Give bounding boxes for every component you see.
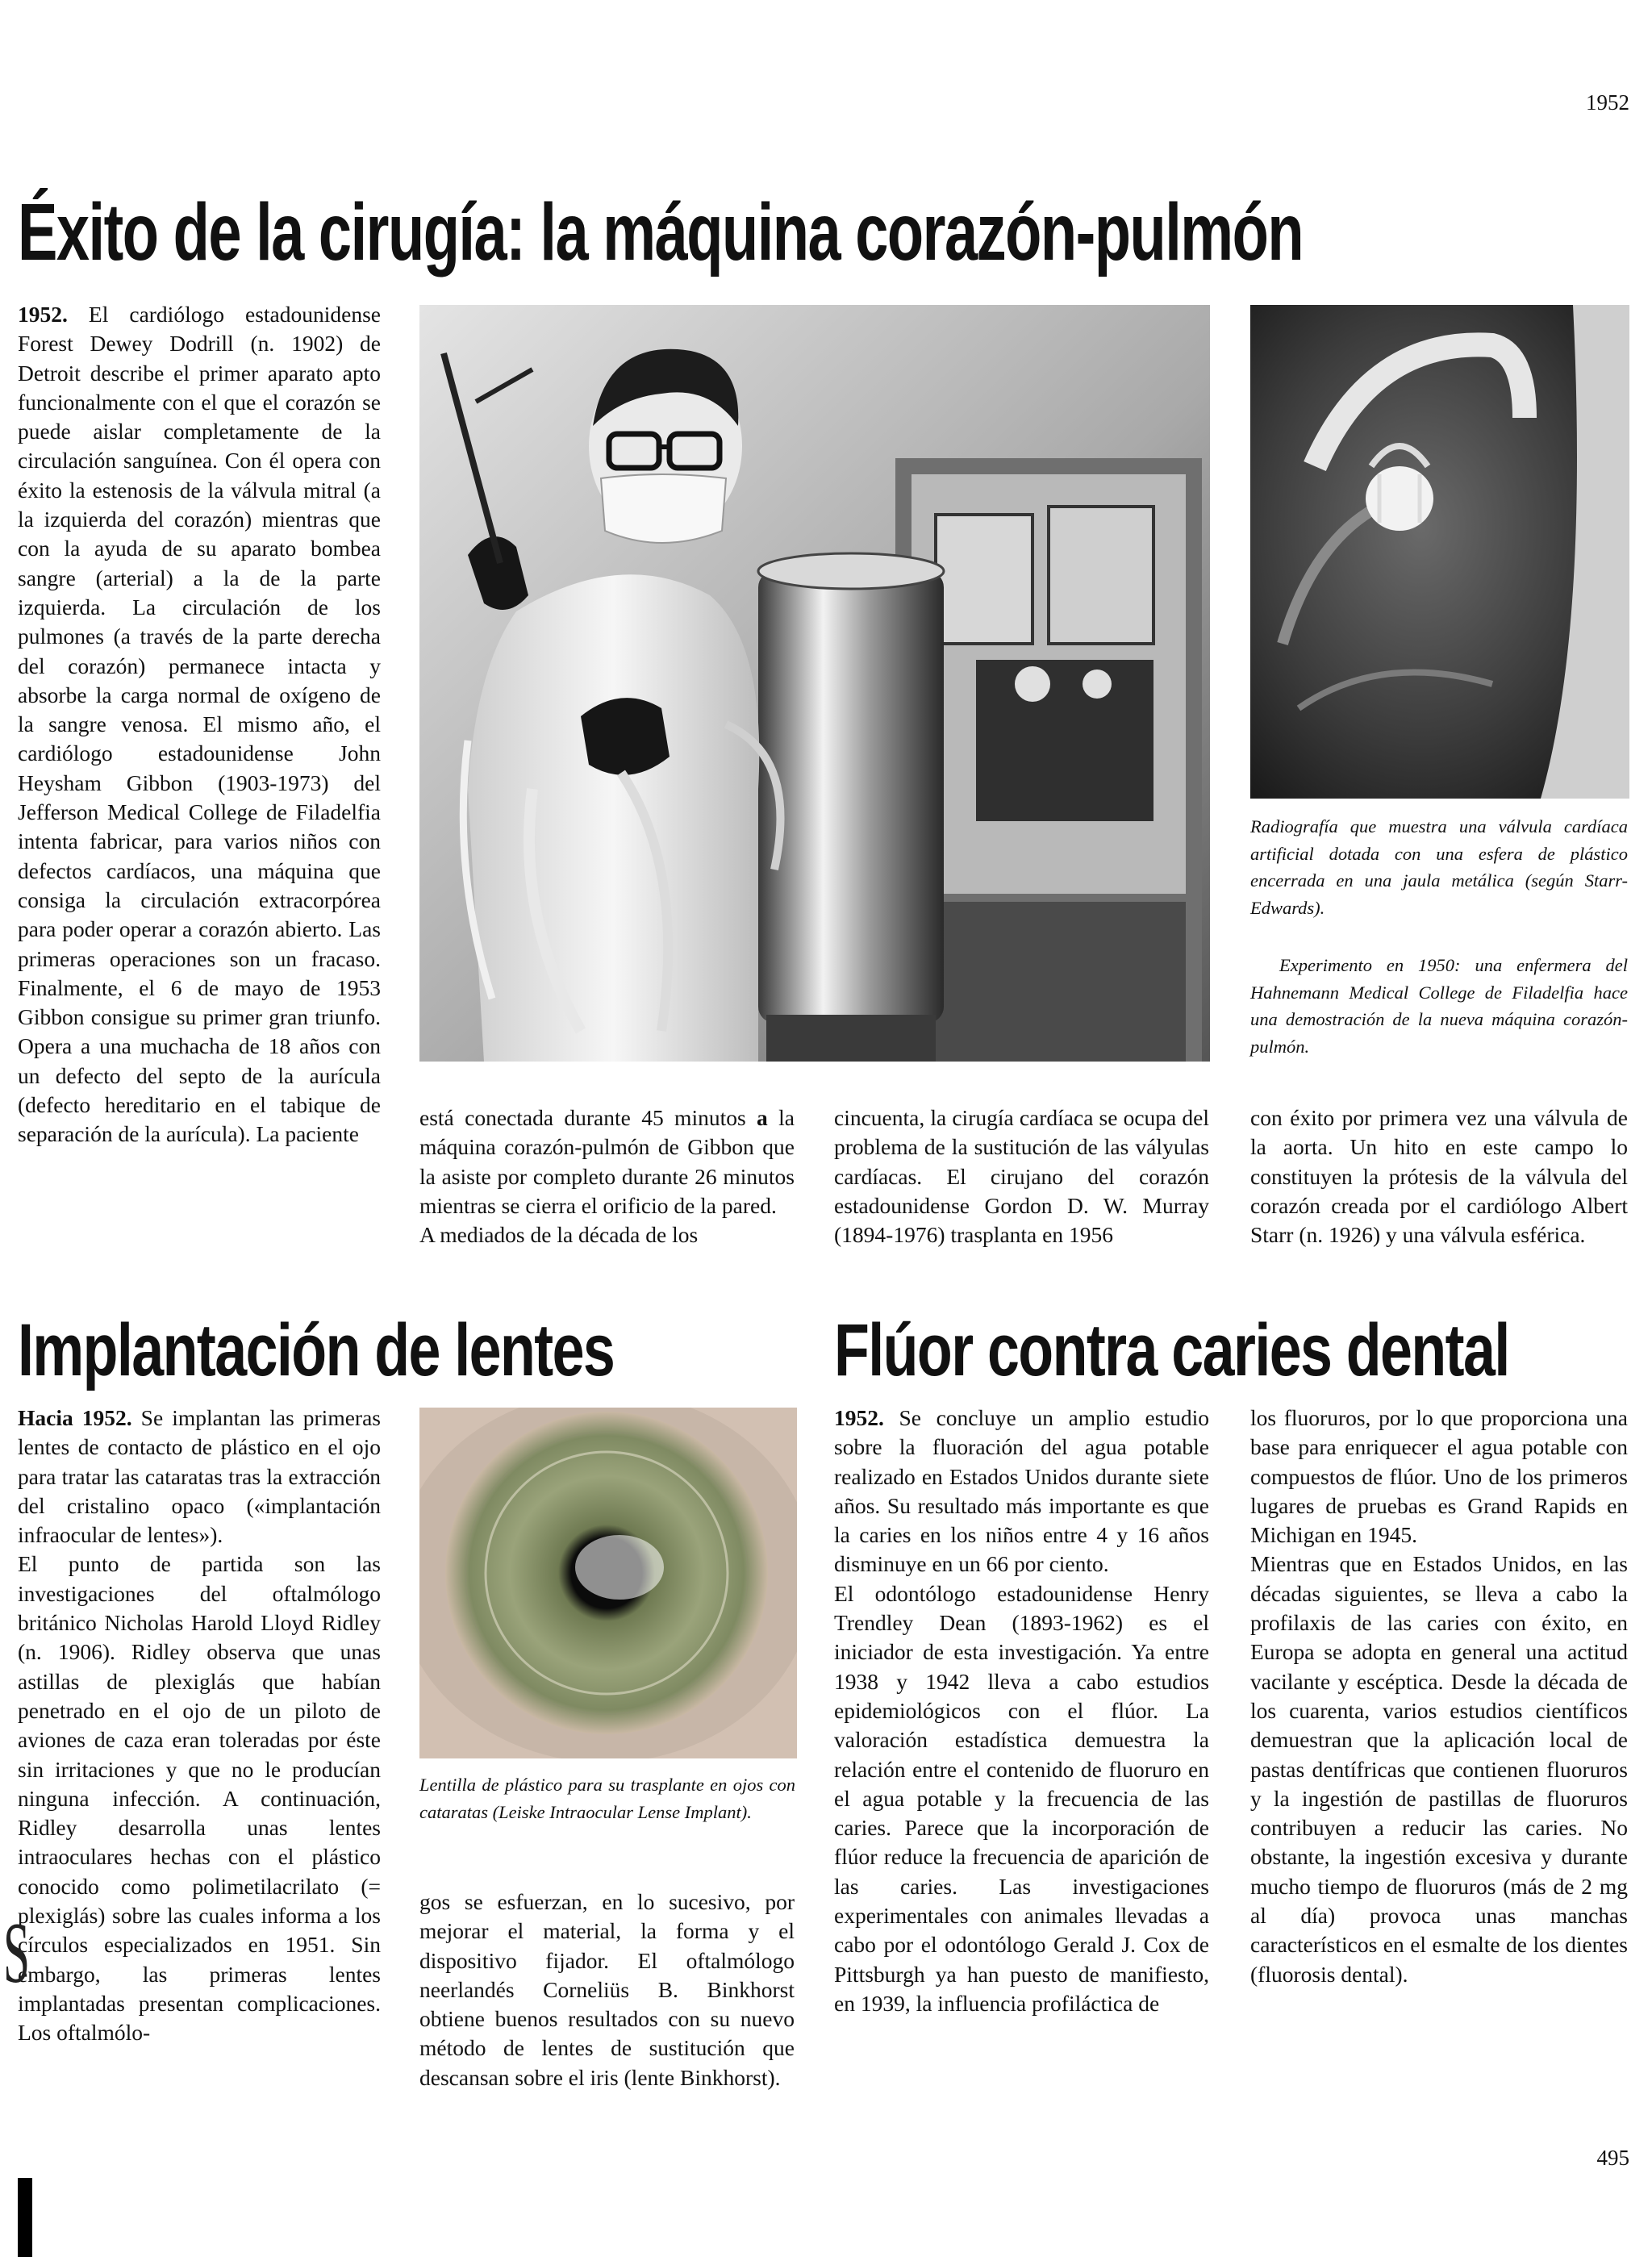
article-lens-col1 xyxy=(18,1404,381,2048)
article-heart-lung-col1 xyxy=(18,300,381,1149)
page-number: 495 xyxy=(1596,2146,1629,2170)
photo-eye-lens xyxy=(419,1408,797,1758)
article-title-fluoride: Flúor contra caries dental xyxy=(834,1309,1509,1391)
eye-lens-illustration xyxy=(419,1408,797,1758)
article-title-heart-lung: Éxito de la cirugía: la máquina corazón-pulmón xyxy=(18,187,1304,277)
photo-heart-lung-machine xyxy=(419,305,1210,1062)
body-text: Mientras que en Estados Unidos, en las décadas siguientes, se lleva a cabo la profilaxis de las caries con éxito, en Europa se adopta en general una actitud vacilante y escéptica. Desde la década de los cuarenta, varios estudios científicos demuestran que la aplicación local de pastas dentífricas que contienen fluoruros y la ingestión de pastillas de fluoruros contribuyen a reducir las caries. No obstante, la ingestión excesiva y durante mucho tiempo de fluoruros (más de 2 mg al día) provoca unas manchas característicos en el esmalte de los dientes (fluorosis dental). xyxy=(1250,1551,1628,1987)
caption-xray-valve: Radiografía que muestra una válvula cardíaca artificial dotada con una esfera de plástico encerrada en una jaula metálica (según Starr-Edwards). xyxy=(1250,816,1628,918)
page-year: 1952 xyxy=(1586,90,1629,115)
article-heart-lung-col4: con éxito por primera vez una válvula de la aorta. Un hito en este campo lo constituyen la prótesis de la válvula del corazón creada por el cardiólogo Albert Starr (n. 1926) y una válvula esférica. xyxy=(1250,1105,1628,1248)
article-heart-lung-col3: cincuenta, la cirugía cardíaca se ocupa del problema de la sustitución de las vályulas cardíacas. El cirujano del corazón estadounidense Gordon D. W. Murray (1894-1976) trasplanta en 1956 xyxy=(834,1105,1209,1248)
body-text: Se concluye un amplio estudio sobre la fluoración del agua potable realizado en Estados Unidos durante siete años. Su resultado más importante es que la caries en los niños entre 4 y 16 años disminuye en un 66 por ciento. xyxy=(834,1405,1209,1577)
xray-valve-illustration xyxy=(1250,305,1629,799)
body-text: la máquina corazón-pulmón de Gibbon que la asiste por completo durante 26 minutos mientras se cierra el orificio de la pared. xyxy=(419,1105,795,1218)
body-text: A mediados de la década de los xyxy=(419,1222,699,1248)
article-fluoride-col2 xyxy=(1250,1404,1628,1989)
body-text: El punto de partida son las investigaciones del oftalmólogo británico Nicholas Harold Lloyd Ridley (n. 1906). Ridley observa que unas astillas de plexiglás que habían penetrado en el ojo de un piloto de aviones de caza eran toleradas por éste sin irritaciones y que no le producían ninguna infección. A continuación, Ridley desarrolla unas lentes intraoculares hechas con el plástico conocido como polimetilacrilato (= plexiglás) sobre las cuales informa a los círculos especializados en 1951. Sin embargo, las primeras lentes implantadas presentan complicaciones. Los oftalmólo- xyxy=(18,1551,381,2046)
lead-year: 1952. xyxy=(18,302,68,327)
body-text: El cardiólogo estadounidense Forest Dewey Dodrill (n. 1902) de Detroit describe el primer aparato apto funcionalmente con el que el corazón se puede aislar completamente de la circulación sanguínea. Con él opera con éxito la estenosis de la válvula mitral (a la izquierda del corazón) mientras que con la ayuda de su aparato bombea sangre (arterial) a la de la parte izquierda. La circulación de los pulmones (a través de la parte derecha del corazón) permanece intacta y absorbe la carga normal de oxígeno de la sangre venosa. El mismo año, el cardiólogo estadounidense John Heysham Gibbon (1903-1973) del Jefferson Medical College de Filadelfia intenta fabricar, para varios niños con defectos cardíacos, una máquina que consiga la circulación extracorpórea para poder operar a corazón abierto. Las primeras operaciones son un fracaso. Finalmente, el 6 de mayo de 1953 Gibbon consigue su primer gran triunfo. Opera a una muchacha de 18 años con un defecto del septo de la aurícula (defecto hereditario en el tabique de separación de la aurícula). La paciente xyxy=(18,302,381,1147)
article-fluoride-col1 xyxy=(834,1404,1209,2018)
body-text: El odontólogo estadounidense Henry Trendley Dean (1893-1962) es el iniciador de esta investigación. Ya entre 1938 y 1942 lleva a cabo estudios epidemiológicos con el flúor. La valoración estadística demuestra la relación entre el contenido de fluoruro en el agua potable y la frecuencia de las caries. Parece que la incorporación de flúor reduce la frecuencia de aparición de las caries. Las investigaciones experimentales con animales llevadas a cabo por el odontólogo Gerald J. Cox de Pittsburgh ya han puesto de manifiesto, en 1939, la influencia profiláctica de xyxy=(834,1580,1209,2016)
body-text: está conectada durante 45 minutos xyxy=(419,1105,757,1130)
article-heart-lung-col2 xyxy=(419,1103,795,1249)
caption-eye-lens: Lentilla de plástico para su trasplante en ojos con cataratas (Leiske Intraocular Lense Implant). xyxy=(419,1775,795,1822)
heart-lung-machine-illustration xyxy=(419,305,1210,1062)
lead-year: 1952. xyxy=(834,1405,884,1430)
margin-marker-bar xyxy=(18,2178,32,2257)
body-text: Se implantan las primeras lentes de contacto de plástico en el ojo para tratar las cataratas tras la extracción del cristalino opaco («implantación infraocular de lentes»). xyxy=(18,1405,381,1548)
article-title-lens-implant: Implantación de lentes xyxy=(18,1309,615,1391)
bold-word: a xyxy=(757,1105,768,1130)
caption-heart-lung-experiment: Experimento en 1950: una enfermera del Hahnemann Medical College de Filadelfia hace una demostración de la nueva máquina corazón-pulmón. xyxy=(1250,955,1628,1057)
photo-xray-valve xyxy=(1250,305,1629,799)
decorative-letter-s: S xyxy=(3,1905,31,2001)
body-text: los fluoruros, por lo que proporciona una base para enriquecer el agua potable con compuestos de flúor. Uno de los primeros lugares de pruebas es Grand Rapids en Michigan en 1945. xyxy=(1250,1405,1628,1548)
lead-text: Hacia 1952. xyxy=(18,1405,132,1430)
article-lens-col2: gos se esfuerzan, en lo sucesivo, por mejorar el material, la forma y el dispositivo fijador. El oftalmólogo neerlandés Corneliüs B. Binkhorst obtiene buenos resultados con su nuevo método de lentes de sustitución que descansan sobre el iris (lente Binkhorst). xyxy=(419,1889,795,2090)
